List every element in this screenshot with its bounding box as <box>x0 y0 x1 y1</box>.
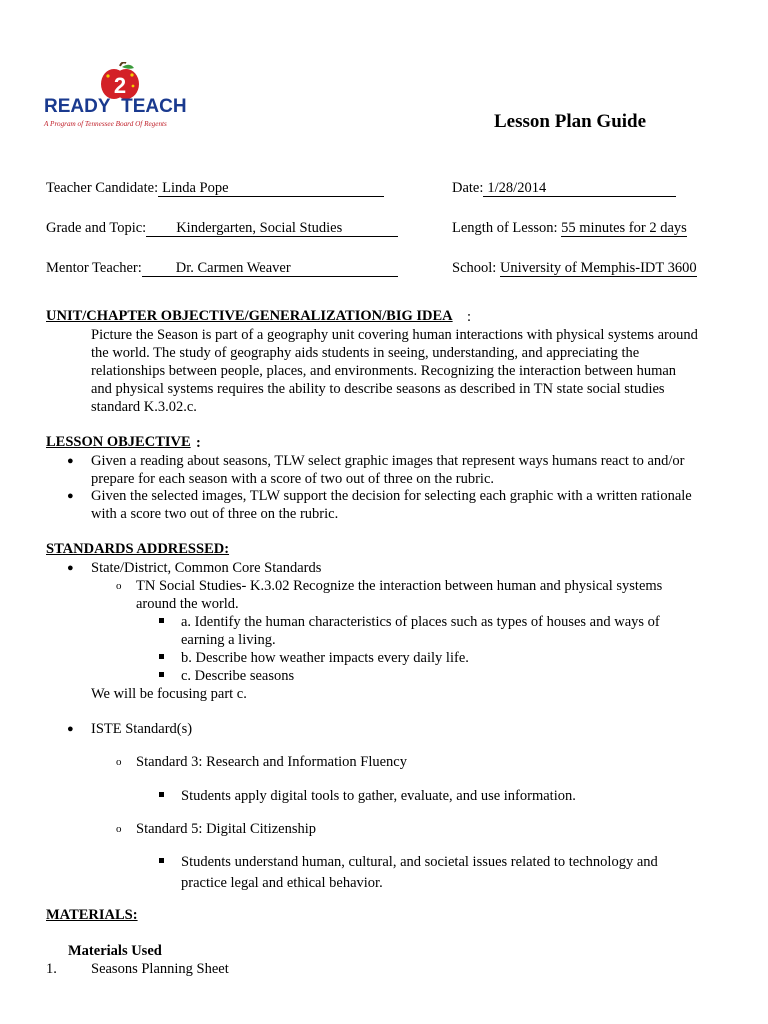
tn-standard: TN Social Studies- K.3.02 Recognize the interaction between human and physical systems <box>136 578 663 594</box>
logo-tagline: A Program of Tennessee Board Of Regents <box>44 120 167 128</box>
materials-item: Seasons Planning Sheet <box>91 961 229 977</box>
unit-line: standard K.3.02.c. <box>91 399 197 415</box>
iste-standard-3-item: Students apply digital tools to gather, evaluate, and use information. <box>181 788 576 804</box>
length-value: 55 minutes for 2 days <box>561 220 687 236</box>
square-bullet-icon <box>159 618 164 623</box>
objective-item: Given the selected images, TLW support the decision for selecting each graphic with a written rationale <box>91 488 692 504</box>
state-standards-label: State/District, Common Core Standards <box>91 560 322 576</box>
school-field <box>452 260 697 277</box>
date-label: Date: <box>452 180 484 196</box>
school-value: University of Memphis-IDT 3600 <box>499 260 697 276</box>
materials-heading: MATERIALS: <box>46 907 138 923</box>
unit-line: Picture the Season is part of a geography unit covering human interactions with physical systems around <box>91 327 698 343</box>
school-label: School: <box>452 260 497 276</box>
ready2teach-logo <box>44 62 186 132</box>
square-bullet-icon <box>159 654 164 659</box>
iste-label: ISTE Standard(s) <box>91 721 193 737</box>
sub-standard-b: b. Describe how weather impacts every daily life. <box>181 650 469 666</box>
grade-label: Grade and Topic: <box>46 220 147 236</box>
grade-topic-field <box>46 220 398 237</box>
objective-item: with a score two out of three on the rubric. <box>91 506 339 522</box>
teacher-value: Linda Pope <box>158 181 384 197</box>
logo-wordmark: READY TEACH <box>44 96 187 117</box>
mentor-teacher-field <box>46 260 398 277</box>
circle-bullet-icon: o <box>116 580 122 592</box>
sub-standard-a: earning a living. <box>181 632 276 648</box>
circle-bullet-icon: o <box>116 823 122 835</box>
length-label: Length of Lesson: <box>452 220 558 236</box>
length-field <box>452 220 687 237</box>
materials-subheading: Materials Used <box>68 943 162 959</box>
sub-standard-a: a. Identify the human characteristics of places such as types of houses and ways of <box>181 614 660 630</box>
square-bullet-icon <box>159 858 164 863</box>
unit-heading-colon: : <box>467 309 472 325</box>
iste-standard-5-item: practice legal and ethical behavior. <box>181 875 383 891</box>
mentor-value: Dr. Carmen Weaver <box>142 261 398 277</box>
unit-line: relationships between people, places, and environments. Recognizing the interaction between human <box>91 363 677 379</box>
list-number: 1. <box>46 961 57 977</box>
sub-standard-c: c. Describe seasons <box>181 668 295 684</box>
unit-heading: UNIT/CHAPTER OBJECTIVE/GENERALIZATION/BIG IDEA <box>46 308 453 324</box>
bullet-icon: ● <box>67 562 74 574</box>
unit-line: the world. The study of geography aids students in seeing, understanding, and appreciating the <box>91 345 640 361</box>
mentor-label: Mentor Teacher: <box>46 260 142 276</box>
date-field <box>452 180 676 197</box>
objective-heading: LESSON OBJECTIVE <box>46 434 191 450</box>
objective-item: Given a reading about seasons, TLW select graphic images that represent ways humans react to and/or <box>91 453 685 469</box>
iste-standard-3: Standard 3: Research and Information Fluency <box>136 754 407 770</box>
grade-value: Kindergarten, Social Studies <box>146 221 398 237</box>
bullet-icon: ● <box>67 455 74 467</box>
objective-item: prepare for each season with a score of two out of three on the rubric. <box>91 471 495 487</box>
teacher-label: Teacher Candidate: <box>46 180 159 196</box>
tn-standard: around the world. <box>136 596 239 612</box>
svg-text:2: 2 <box>113 73 127 98</box>
date-value: 1/28/2014 <box>483 181 676 197</box>
circle-bullet-icon: o <box>116 756 122 768</box>
standards-heading: STANDARDS ADDRESSED: <box>46 541 230 557</box>
iste-standard-5-item: Students understand human, cultural, and societal issues related to technology and <box>181 854 658 870</box>
bullet-icon: ● <box>67 723 74 735</box>
objective-heading-colon: : <box>196 435 201 451</box>
iste-standard-5: Standard 5: Digital Citizenship <box>136 821 317 837</box>
square-bullet-icon <box>159 672 164 677</box>
bullet-icon: ● <box>67 490 74 502</box>
square-bullet-icon <box>159 792 164 797</box>
page-title: Lesson Plan Guide <box>494 111 647 132</box>
teacher-candidate-field <box>46 180 384 197</box>
unit-line: and physical systems requires the ability to describe seasons as described in TN state social studies <box>91 381 665 397</box>
focus-note: We will be focusing part c. <box>91 686 247 702</box>
